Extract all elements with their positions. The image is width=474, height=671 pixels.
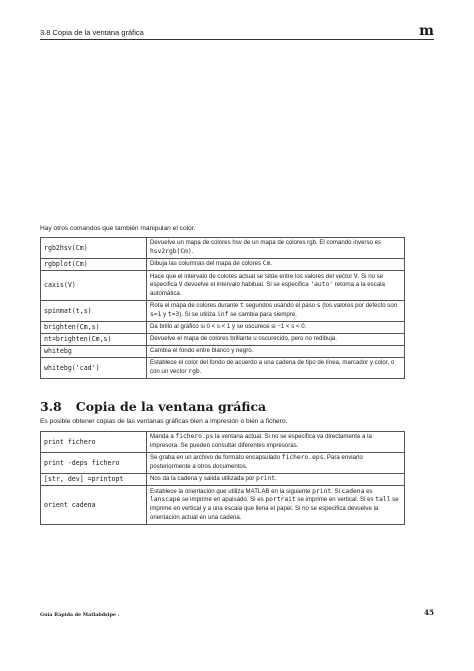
inline-code: fichero.ps — [175, 433, 214, 441]
inline-code: cadena — [341, 487, 365, 495]
command-cell: whitebg('cad') — [41, 358, 147, 379]
inline-code: Cm — [262, 260, 271, 268]
table-row — [41, 322, 405, 334]
inline-code: 'auto' — [310, 281, 334, 289]
inline-code: s — [316, 302, 321, 310]
print-commands-table — [40, 431, 405, 525]
description-cell: Establece el color del fondo de acuerdo a una cadena de tipo de línea, marcador y color, o con un vector rgb. — [147, 358, 405, 379]
page-number: 45 — [423, 608, 434, 617]
running-header-title: 3.8 Copia de la ventana gráfica — [40, 28, 144, 37]
table-row — [41, 486, 405, 525]
footer-guide-title: Guía Rápida de Matlabdsipe . — [40, 612, 120, 618]
inline-code: V — [178, 281, 183, 289]
inline-code: t=3 — [167, 311, 180, 318]
inline-code: rgb — [188, 368, 200, 375]
inline-code: print — [256, 475, 275, 483]
description-cell: Establece la orientación que utiliza MATLAB en la siguiente print. Si cadena es lanscape se imprime en apaisado. Si es portrait se imprime en vertical. Si es tall se imprime en vertical y a una escala que llena el papel. Si no se especifica devuelve la orientación actual en una cadena. — [147, 486, 405, 525]
command-cell: nt=brighten(Cm,s) — [41, 334, 147, 346]
table-row — [41, 271, 405, 301]
table-row — [41, 453, 405, 474]
inline-code: inf — [217, 311, 229, 318]
command-cell: orient cadena — [41, 486, 147, 525]
description-cell: Devuelve el mapa de colores brillante u oscurecido, pero no redibuja. — [147, 334, 405, 346]
inline-code: hsv2rgb(Cm) — [150, 248, 192, 255]
command-cell: brighten(Cm,s) — [41, 322, 147, 334]
table-row — [41, 259, 405, 271]
section-title: Copia de la ventana gráfica — [75, 399, 267, 414]
inline-code: portrait — [265, 496, 296, 504]
intro-text: Hay otros comandos que también manipulan el color. — [40, 225, 196, 232]
section-number: 3.8 — [40, 399, 62, 414]
running-header — [40, 23, 434, 40]
inline-code: tall — [375, 496, 391, 504]
command-cell: rgbplot(Cm) — [41, 259, 147, 271]
description-cell: Hace que el intervalo de colores actual se sitúe entre los valores del vector V. Si no se especifica V devuelve el intervalo habitual. Si se especifica 'auto' retorna a la escala automática. — [147, 271, 405, 301]
inline-code: fichero.eps — [281, 454, 324, 462]
command-cell: spinmat(t,s) — [41, 301, 147, 322]
command-cell: print fichero — [41, 432, 147, 453]
description-cell: Cambia el fondo entre blanco y negro. — [147, 346, 405, 358]
inline-code: print — [312, 487, 332, 495]
inline-code: t — [240, 302, 244, 310]
description-cell: Da brillo al gráfico si 0 < s < 1 y se oscurece si −1 < s < 0. — [147, 322, 405, 334]
table-row — [41, 238, 405, 259]
table-row — [41, 346, 405, 358]
table-row — [41, 358, 405, 379]
command-cell: print -deps fichero — [41, 453, 147, 474]
table-row — [41, 474, 405, 486]
inline-code: V — [353, 272, 358, 280]
command-cell: whitebg — [41, 346, 147, 358]
color-commands-table — [40, 237, 405, 379]
inline-code: lanscape — [150, 496, 181, 504]
command-cell: [str, dev] =printopt — [41, 474, 147, 486]
description-cell: Manda a fichero.ps la ventana actual. Si no se especifica va directamente a la impresora. Se pueden consultar diferentes impresoras. — [147, 432, 405, 453]
table-row — [41, 334, 405, 346]
description-cell: Dibuja las columnas del mapa de colores Cm. — [147, 259, 405, 271]
description-cell: Rota el mapa de colores durante t segundos usando el paso s (los valores por defecto son s=1 y t=3). Si se utiliza inf se cambia para siempre. — [147, 301, 405, 322]
section-heading — [40, 399, 266, 414]
description-cell: Devuelve un mapa de colores hsv de un mapa de colores rgb. El comando inverso es hsv2rgb(Cm). — [147, 238, 405, 259]
description-cell: Nos da la cadena y salida utilizada por print. — [147, 474, 405, 486]
inline-code: s=1 — [150, 311, 162, 318]
command-cell: rgb2hsv(Cm) — [41, 238, 147, 259]
header-rule — [40, 39, 434, 40]
table-row — [41, 432, 405, 453]
section-intro: Es posible obtener copias de las ventanas gráficas bien a impresión o bien a fichero. — [40, 418, 288, 425]
description-cell: Se graba en un archivo de formato encapsulado fichero.eps. Para enviarlo posteriormente a otros documentos. — [147, 453, 405, 474]
command-cell: caxis(V) — [41, 271, 147, 301]
table-row — [41, 301, 405, 322]
publisher-logo-icon: m — [419, 23, 434, 39]
